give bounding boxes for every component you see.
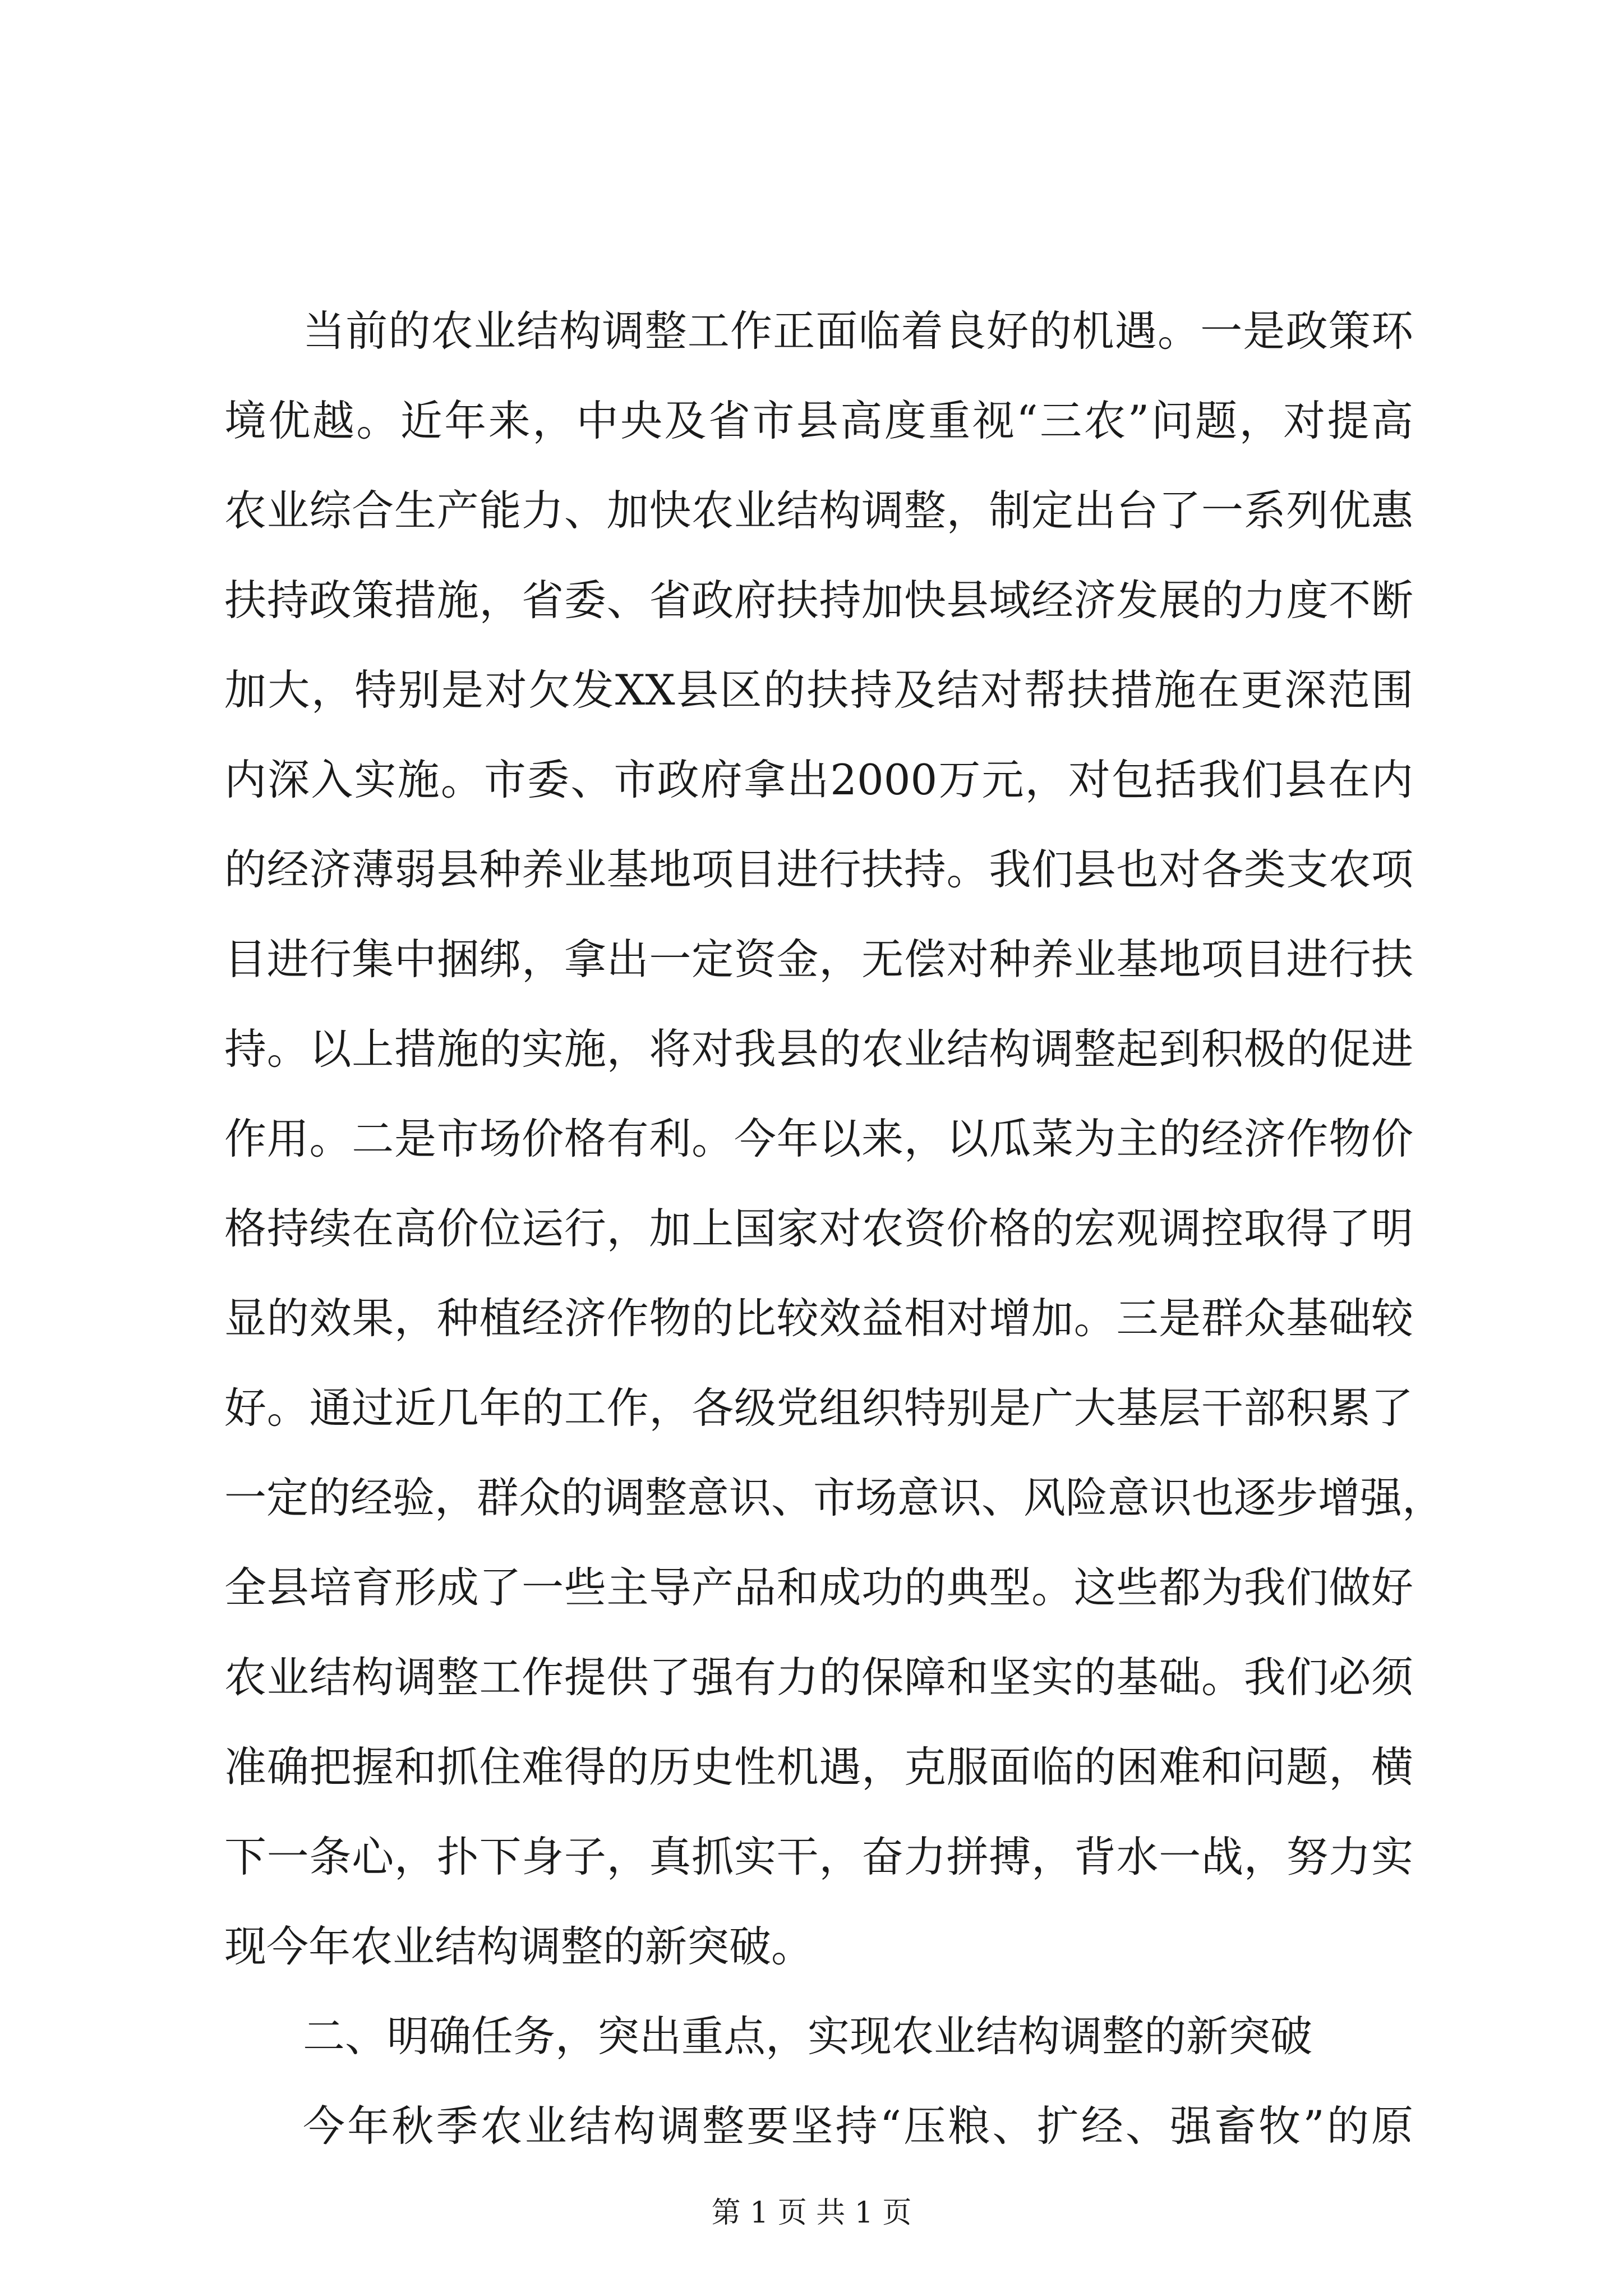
paragraph-line: 目进行集中捆绑，拿出一定资金，无偿对种养业基地项目进行扶 xyxy=(224,935,1413,984)
paragraph-line: 今年秋季农业结构调整要坚持“压粮、扩经、强畜牧”的原 xyxy=(303,2101,1413,2151)
section-heading: 二、明确任务，突出重点，实现农业结构调整的新突破 xyxy=(303,2012,1313,2061)
paragraph-line: 格持续在高价位运行，加上国家对农资价格的宏观调控取得了明 xyxy=(224,1204,1413,1253)
page-number-label: 第 1 页 共 1 页 xyxy=(711,2196,912,2230)
paragraph-line: 当前的农业结构调整工作正面临着良好的机遇。一是政策环 xyxy=(303,306,1413,356)
paragraph-line: 现今年农业结构调整的新突破。 xyxy=(224,1922,814,1971)
page-footer xyxy=(0,2191,1623,2235)
paragraph-line: 全县培育形成了一些主导产品和成功的典型。这些都为我们做好 xyxy=(224,1563,1413,1612)
paragraph-line: 扶持政策措施，省委、省政府扶持加快县域经济发展的力度不断 xyxy=(224,576,1413,625)
paragraph-line: 农业综合生产能力、加快农业结构调整，制定出台了一系列优惠 xyxy=(224,486,1413,535)
paragraph-line: 准确把握和抓住难得的历史性机遇，克服面临的困难和问题，横 xyxy=(224,1742,1413,1792)
paragraph-line: 作用。二是市场价格有利。今年以来，以瓜菜为主的经济作物价 xyxy=(224,1114,1413,1163)
paragraph-line: 好。通过近几年的工作，各级党组织特别是广大基层干部积累了 xyxy=(224,1383,1413,1433)
paragraph-line: 内深入实施。市委、市政府拿出2000万元，对包括我们县在内 xyxy=(224,755,1413,804)
paragraph-line: 境优越。近年来，中央及省市县高度重视“三农”问题，对提高 xyxy=(224,396,1413,445)
paragraph-line: 下一条心，扑下身子，真抓实干，奋力拼搏，背水一战，努力实 xyxy=(224,1832,1413,1881)
paragraph-line: 持。以上措施的实施，将对我县的农业结构调整起到积极的促进 xyxy=(224,1024,1413,1074)
paragraph-line: 农业结构调整工作提供了强有力的保障和坚实的基础。我们必须 xyxy=(224,1653,1413,1702)
paragraph-line: 的经济薄弱县种养业基地项目进行扶持。我们县也对各类支农项 xyxy=(224,845,1413,894)
paragraph-line: 显的效果，种植经济作物的比较效益相对增加。三是群众基础较 xyxy=(224,1294,1413,1343)
paragraph-line: 加大，特别是对欠发XX县区的扶持及结对帮扶措施在更深范围 xyxy=(224,665,1413,715)
paragraph-line: 一定的经验，群众的调整意识、市场意识、风险意识也逐步增强， xyxy=(224,1473,1445,1522)
